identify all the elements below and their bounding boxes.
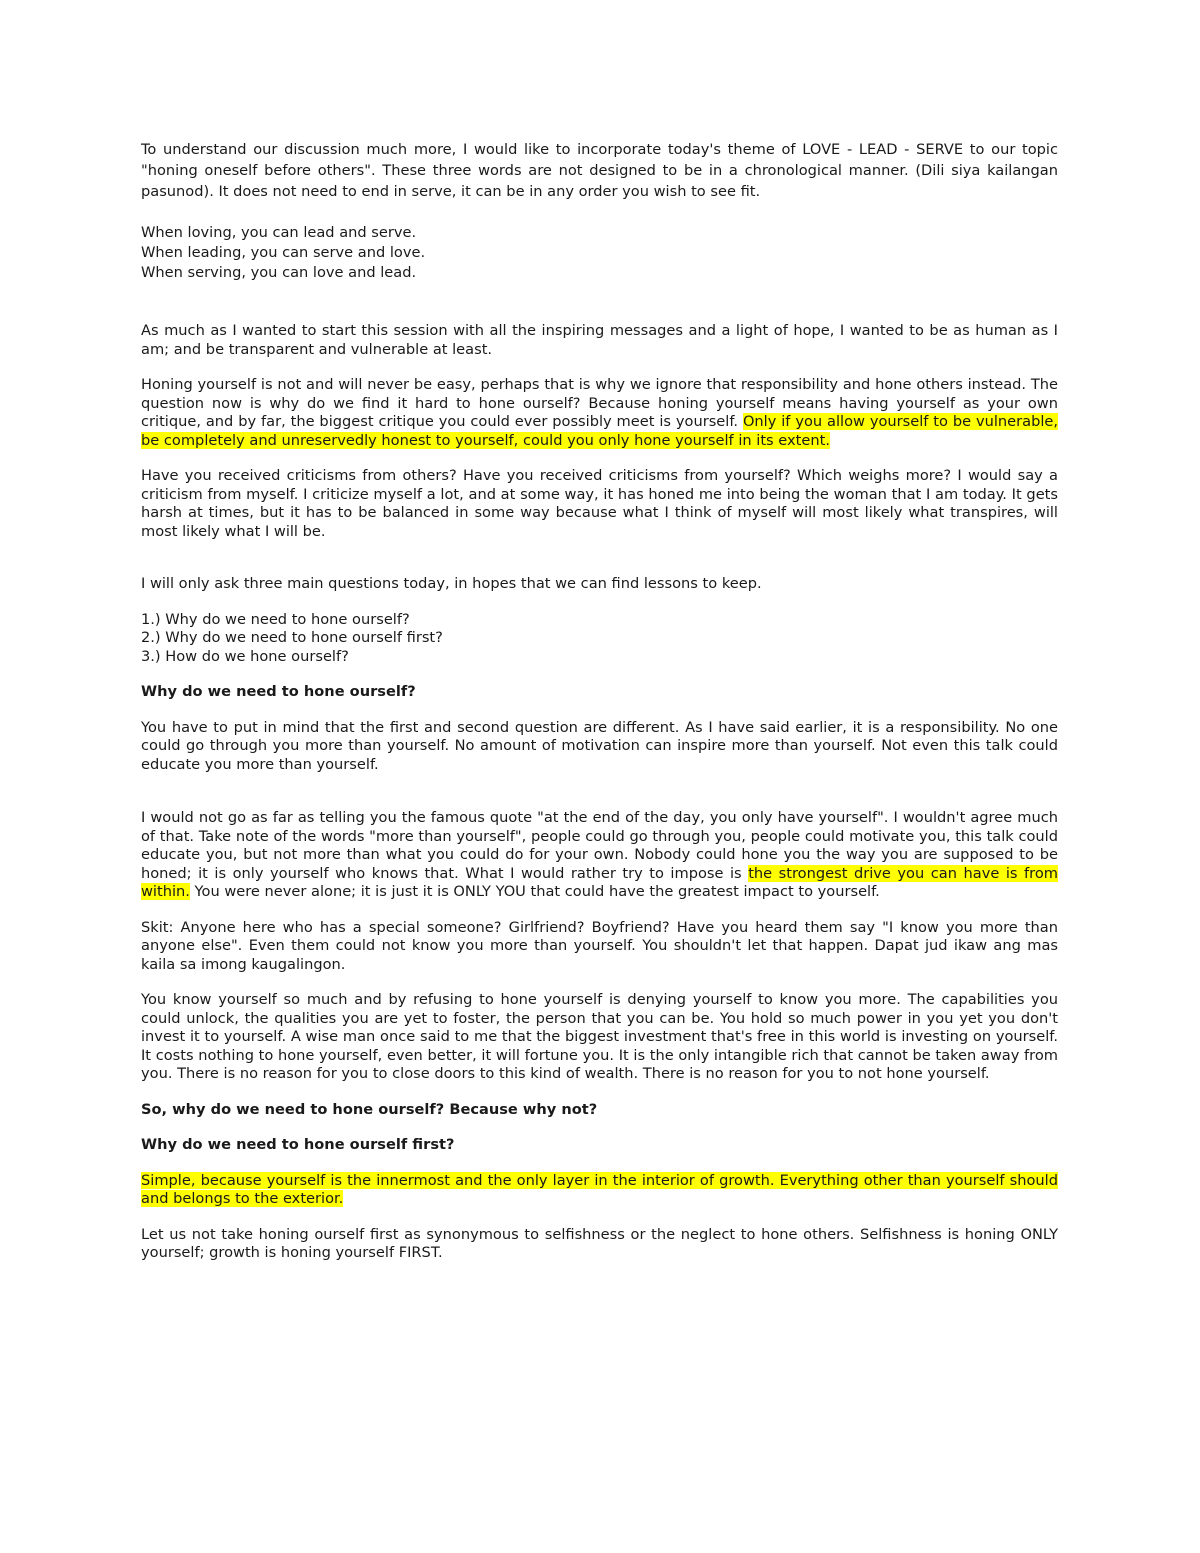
paragraph-criticisms: Have you received criticisms from others? Have you received criticisms from yourself? Which weighs more? I would say a criticism from myself. I criticize myself a lot, and at some way, it has honed me into being the woman that I am today. It gets harsh at times, but it has to be balanced in some way because what I think of myself will most likely what transpires, will most likely what I will be.	[141, 467, 1058, 540]
intro-paragraph: To understand our discussion much more, I would like to incorporate today's theme of LOVE - LEAD - SERVE to our topic "honing oneself before others". These three words are not designed to be in a chronological manner. (Dili siya kailangan pasunod). It does not need to end in serve, it can be in any order you wish to see fit.	[141, 141, 1058, 200]
question-item: 2.) Why do we need to hone ourself first?	[141, 629, 443, 646]
paragraph-honing	[141, 376, 1058, 450]
section-heading: Why do we need to hone ourself first?	[141, 1136, 455, 1153]
paragraph-let-us: Let us not take honing ourself first as synonymous to selfishness or the neglect to hone others. Selfishness is honing ONLY yourself; growth is honing yourself FIRST.	[141, 1225, 1058, 1261]
cycle-line: When leading, you can serve and love.	[141, 244, 426, 261]
paragraph-simple	[141, 1172, 1058, 1209]
paragraph-put-in-mind: You have to put in mind that the first and second question are different. As I have said earlier, it is a responsibility. No one could go through you more than yourself. No amount of motivation can inspire more than yourself. Not even this talk could educate you more than yourself.	[141, 718, 1058, 773]
highlighted-text: the strongest drive you can have is from within.	[141, 864, 1058, 900]
questions-list	[141, 611, 1058, 667]
paragraph-skit: Skit: Anyone here who has a special someone? Girlfriend? Boyfriend? Have you heard them say "I know you more than anyone else". Even them could not know you more than yourself. You shouldn't let that happen. Dapat jud ikaw ang mas kaila sa imong kaugalingon.	[141, 918, 1058, 973]
question-item: 1.) Why do we need to hone ourself?	[141, 610, 410, 628]
paragraph-three-questions: I will only ask three main questions today, in hopes that we can find lessons to keep.	[141, 575, 762, 592]
honing-text: Honing yourself is not and will never be easy, perhaps that is why we ignore that responsibility and hone others instead. The question now is why do we find it hard to hone ourself? Because honing yourself means having yourself as your own critique, and by far, the biggest critique you could ever possibly meet is yourself.	[141, 376, 1058, 430]
quote-text: I would not go as far as telling you the famous quote "at the end of the day, you only have yourself". I wouldn't agree much of that. Take note of the words "more than yourself", people could go through you, people could motivate you, this talk could educate you, but not more than what you could do for your own. Nobody could hone you the way you are supposed to be honed; it is only yourself who knows that. What I would rather try to impose is	[141, 809, 1058, 882]
paragraph-as-much: As much as I wanted to start this session with all the inspiring messages and a light of hope, I wanted to be as human as I am; and be transparent and vulnerable at least.	[141, 322, 1058, 358]
document-page	[141, 139, 1058, 1263]
highlighted-text: Only if you allow yourself to be vulnerable, be completely and unreservedly honest to yourself, could you only hone yourself in its extent.	[141, 413, 1058, 449]
section-heading: Why do we need to hone ourself?	[141, 683, 416, 700]
section-heading: So, why do we need to hone ourself? Because why not?	[141, 1100, 598, 1118]
theme-cycle-list	[141, 223, 1058, 283]
question-item: 3.) How do we hone ourself?	[141, 647, 349, 665]
paragraph-know-yourself: You know yourself so much and by refusing to hone yourself is denying yourself to know you more. The capabilities you could unlock, the qualities you are yet to foster, the person that you can be. You hold so much power in you yet you don't invest it to yourself. A wise man once said to me that the biggest investment that's free in this world is investing on yourself. It costs nothing to hone yourself, even better, it will fortune you. It is the only intangible rich that cannot be taken away from you. There is no reason for you to close doors to this kind of wealth. There is no reason for you to not hone yourself.	[141, 991, 1058, 1082]
cycle-line: When loving, you can lead and serve.	[141, 224, 417, 241]
quote-text-tail: You were never alone; it is just it is ONLY YOU that could have the greatest impact to yourself.	[189, 883, 880, 900]
paragraph-famous-quote	[141, 809, 1058, 902]
highlighted-text: Simple, because yourself is the innermost and the only layer in the interior of growth. Everything other than yourself should and belongs to the exterior.	[141, 1171, 1058, 1207]
cycle-line: When serving, you can love and lead.	[141, 264, 417, 281]
